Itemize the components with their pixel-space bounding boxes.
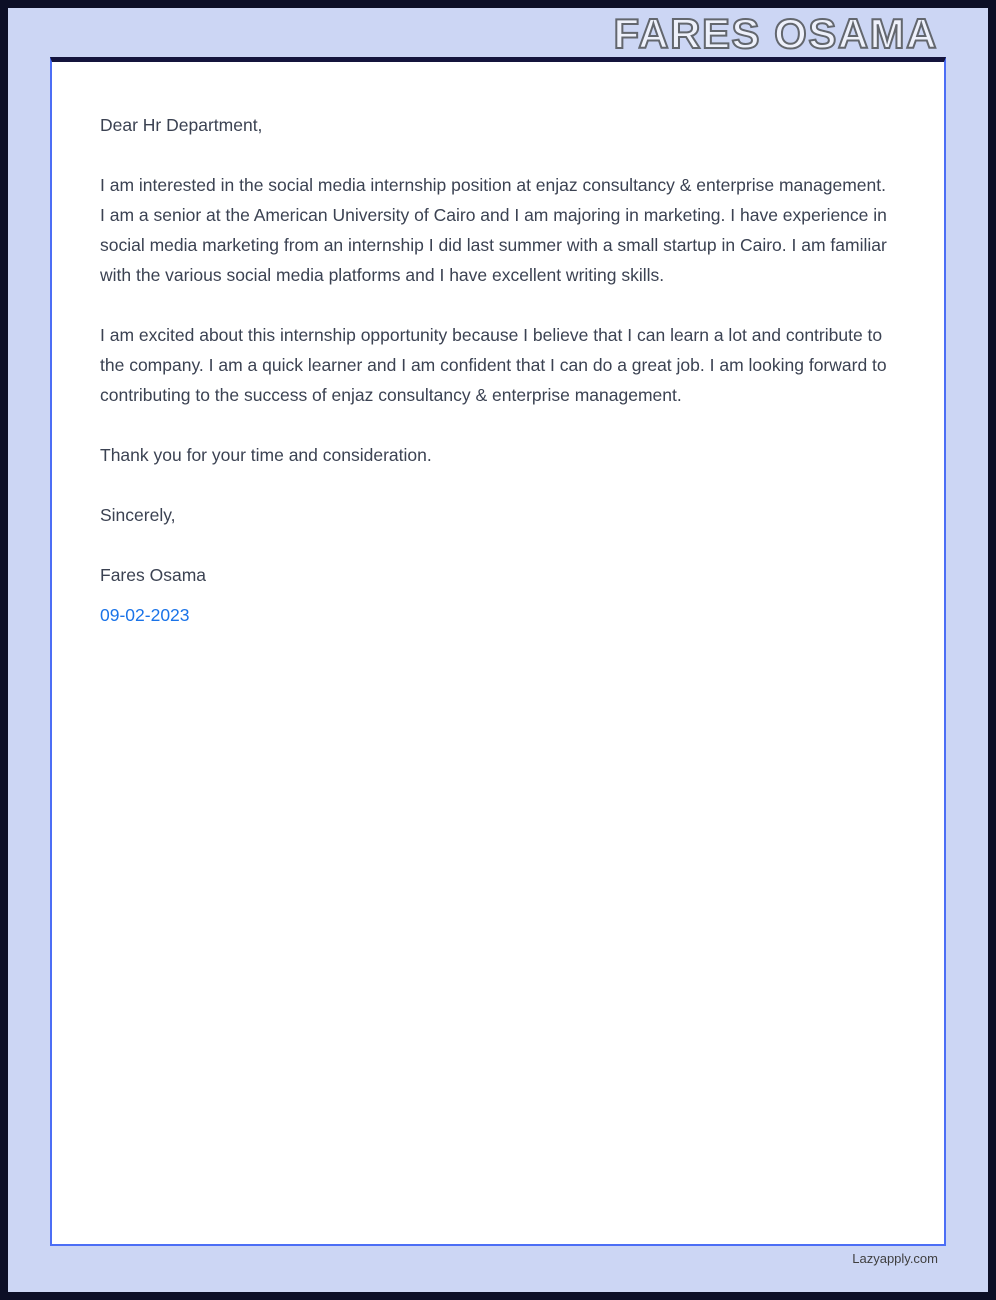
header — [613, 10, 938, 58]
watermark-link: Lazyapply.com — [852, 1251, 938, 1266]
letter-paragraph-3: Thank you for your time and consideration. — [100, 445, 432, 465]
closing: Sincerely, — [100, 505, 176, 525]
letter-page — [50, 57, 946, 1246]
page-title: FARES OSAMA — [613, 10, 938, 57]
letter-date: 09-02-2023 — [100, 605, 190, 625]
outer-frame — [8, 8, 988, 1292]
salutation: Dear Hr Department, — [100, 115, 263, 135]
signature-name: Fares Osama — [100, 565, 206, 585]
letter-paragraph-1: I am interested in the social media internship position at enjaz consultancy & enterprise management. I am a senior at the American University of Cairo and I am majoring in marketing. I have experience in social media marketing from an internship I did last summer with a small startup in Cairo. I am familiar with the various social media platforms and I have excellent writing skills. — [100, 175, 887, 285]
letter-paragraph-2: I am excited about this internship opportunity because I believe that I can learn a lot and contribute to the company. I am a quick learner and I am confident that I can do a great job. I am looking forward to contributing to the success of enjaz consultancy & enterprise management. — [100, 325, 887, 405]
